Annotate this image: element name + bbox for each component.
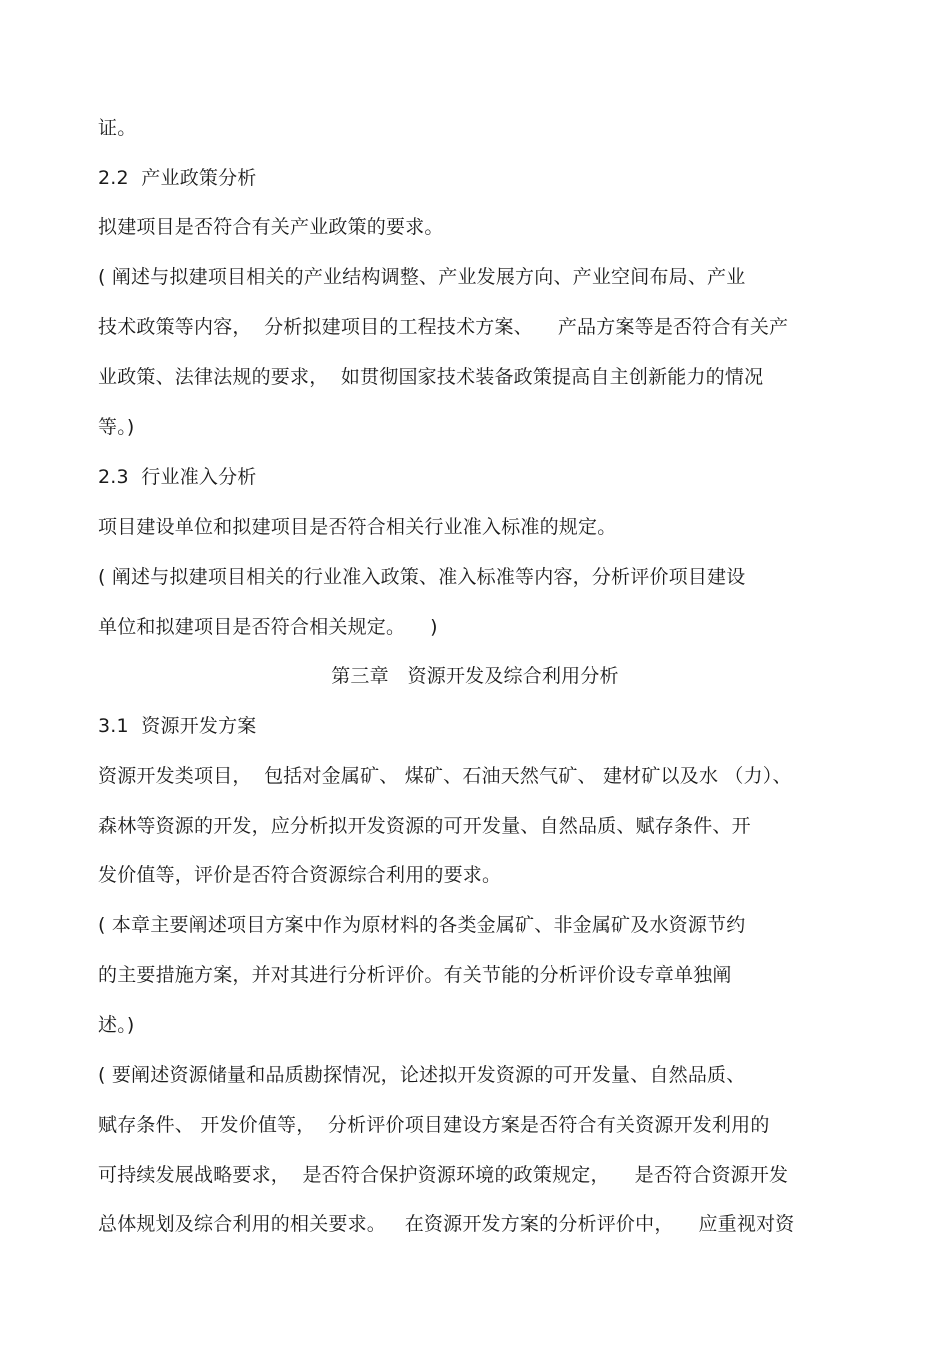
chapter-heading: 第三章 资源开发及综合利用分析 [331, 665, 619, 687]
text-line: 发价值等，评价是否符合资源综合利用的要求。 [98, 864, 502, 886]
text-line: ( 本章主要阐述项目方案中作为原材料的各类金属矿、非金属矿及水资源节约 [98, 914, 746, 936]
text-line: 业政策、法律法规的要求， 如贯彻国家技术装备政策提高自主创新能力的情况 [98, 366, 764, 388]
text-line: 单位和拟建项目是否符合相关规定。 ) [98, 616, 438, 638]
text-line: 拟建项目是否符合有关产业政策的要求。 [98, 216, 444, 238]
text-line: ( 要阐述资源储量和品质勘探情况，论述拟开发资源的可开发量、自然品质、 [98, 1064, 746, 1086]
text-line: 可持续发展战略要求， 是否符合保护资源环境的政策规定， 是否符合资源开发 [98, 1164, 789, 1186]
text-line: 项目建设单位和拟建项目是否符合相关行业准入标准的规定。 [98, 516, 617, 538]
text-line: 等。) [98, 416, 135, 438]
text-line: 赋存条件、 开发价值等， 分析评价项目建设方案是否符合有关资源开发利用的 [98, 1114, 770, 1136]
text-line: 述。) [98, 1014, 135, 1036]
text-line: 总体规划及综合利用的相关要求。 在资源开发方案的分析评价中， 应重视对资 [98, 1213, 795, 1235]
text-line: ( 阐述与拟建项目相关的行业准入政策、准入标准等内容，分析评价项目建设 [98, 566, 746, 588]
section-heading: 2.3 行业准入分析 [98, 466, 257, 488]
text-line: 的主要措施方案，并对其进行分析评价。有关节能的分析评价设专章单独阐 [98, 964, 732, 986]
text-line: 证。 [98, 117, 137, 139]
text-line: ( 阐述与拟建项目相关的产业结构调整、产业发展方向、产业空间布局、产业 [98, 266, 746, 288]
section-heading: 2.2 产业政策分析 [98, 167, 257, 189]
section-heading: 3.1 资源开发方案 [98, 715, 257, 737]
text-line: 资源开发类项目， 包括对金属矿、 煤矿、石油天然气矿、 建材矿以及水 （力）、 [98, 765, 792, 787]
text-line: 技术政策等内容， 分析拟建项目的工程技术方案、 产品方案等是否符合有关产 [98, 316, 789, 338]
text-line: 森林等资源的开发，应分析拟开发资源的可开发量、自然品质、赋存条件、开 [98, 815, 751, 837]
